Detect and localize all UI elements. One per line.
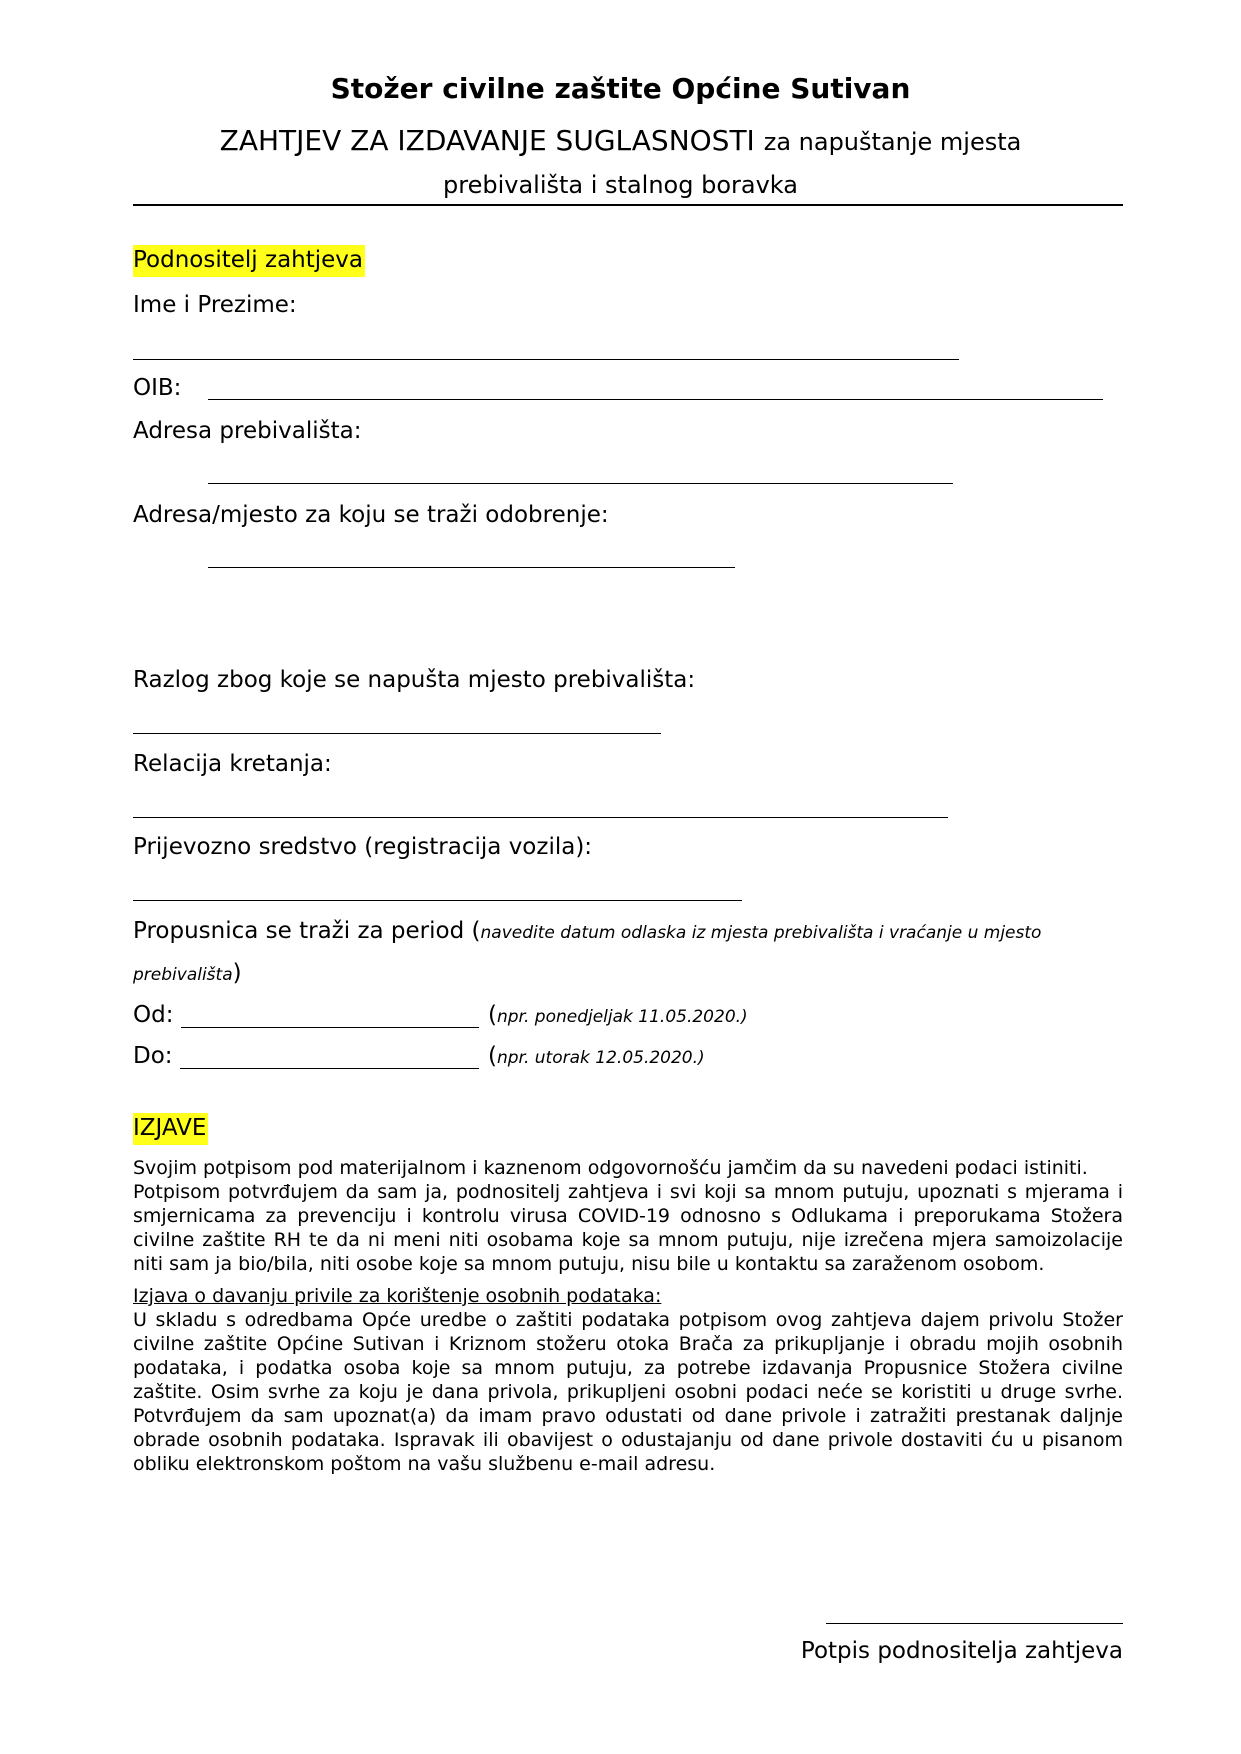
document-title: Stožer civilne zaštite Općine Sutivan	[330, 72, 911, 105]
address-label: Adresa prebivališta:	[133, 418, 362, 444]
oib-label: OIB:	[133, 375, 182, 401]
request-heading	[0, 124, 1241, 157]
request-heading-rest: za napuštanje mjesta	[763, 128, 1022, 156]
from-example: (npr. ponedjeljak 11.05.2020.)	[488, 1002, 748, 1028]
statement-covid: Potpisom potvrđujem da sam ja, podnositelj zahtjeva i svi koji sa mnom putuju, upoznati s mjerama i smjernicama za prevenciju i kontrolu virusa COVID-19 odnosno s Odlukama i preporukama Stožera civilne zaštite RH te da ni meni niti osobama koje sa mnom putuju, nije izrečena mjera samoizolacije niti sam ja bio/bila, niti osobe koje sa mnom putuju, nisu bile u kontaktu sa zaraženom osobom.	[133, 1181, 1123, 1275]
statement-responsibility: Svojim potpisom pod materijalnom i kaznenom odgovornošću jamčim da su navedeni podaci istiniti.	[133, 1157, 1088, 1179]
signature-label: Potpis podnositelja zahtjeva	[800, 1638, 1123, 1664]
signature-line[interactable]	[826, 1623, 1123, 1624]
route-field[interactable]	[133, 817, 948, 818]
name-label: Ime i Prezime:	[133, 292, 297, 318]
applicant-section-label: Podnositelj zahtjeva	[133, 247, 365, 273]
reason-label: Razlog zbog koje se napušta mjesto prebivališta:	[133, 667, 696, 693]
consent-text: U skladu s odredbama Opće uredbe o zaštiti podataka potpisom ovog zahtjeva dajem privolu Stožer civilne zaštite Općine Sutivan i Kriznom stožeru otoka Brača za prikupljanje i obradu mojih osobnih podataka, i podatka osoba koje sa mnom putuju, za potrebe izdavanja Propusnice Stožera civilne zaštite. Osim svrhe za koju je dana privola, prikupljeni osobni podaci neće se koristiti u druge svrhe. Potvrđujem da sam upoznat(a) da imam pravo odustati od dane privole i zatražiti prestanak daljnje obrade osobnih podataka. Ispravak ili obavijest o odustajanju od dane privole dostaviti ću u pisanom obliku elektronskom poštom na vašu službenu e-mail adresu.	[133, 1309, 1123, 1475]
route-label: Relacija kretanja:	[133, 751, 332, 777]
to-date-field[interactable]	[180, 1068, 479, 1069]
to-example: (npr. utorak 12.05.2020.)	[488, 1043, 705, 1069]
vehicle-label: Prijevozno sredstvo (registracija vozila):	[133, 834, 593, 860]
oib-field[interactable]	[208, 399, 1103, 400]
consent-title: Izjava o davanju privile za korištenje osobnih podataka:	[133, 1285, 662, 1307]
address-field[interactable]	[208, 483, 953, 484]
period-note-continued: prebivališta)	[133, 960, 242, 986]
request-heading-line2: prebivališta i stalnog boravka	[443, 171, 798, 199]
destination-label: Adresa/mjesto za koju se traži odobrenje:	[133, 502, 609, 528]
period-note: navedite datum odlaska iz mjesta prebivališta i vraćanje u mjesto	[480, 923, 1042, 943]
header-divider	[133, 204, 1123, 206]
vehicle-field[interactable]	[133, 900, 742, 901]
period-label: Propusnica se traži za period (navedite datum odlaska iz mjesta prebivališta i vraćanje u mjesto	[133, 918, 1042, 944]
to-label: Do:	[133, 1043, 173, 1069]
from-date-field[interactable]	[181, 1027, 479, 1028]
request-heading-main: ZAHTJEV ZA IZDAVANJE SUGLASNOSTI	[219, 124, 755, 157]
reason-field[interactable]	[133, 733, 661, 734]
statements-body	[133, 1156, 1123, 1476]
from-label: Od:	[133, 1002, 174, 1028]
name-field[interactable]	[133, 359, 959, 360]
statements-section-label: IZJAVE	[133, 1115, 208, 1141]
destination-field[interactable]	[208, 567, 735, 568]
